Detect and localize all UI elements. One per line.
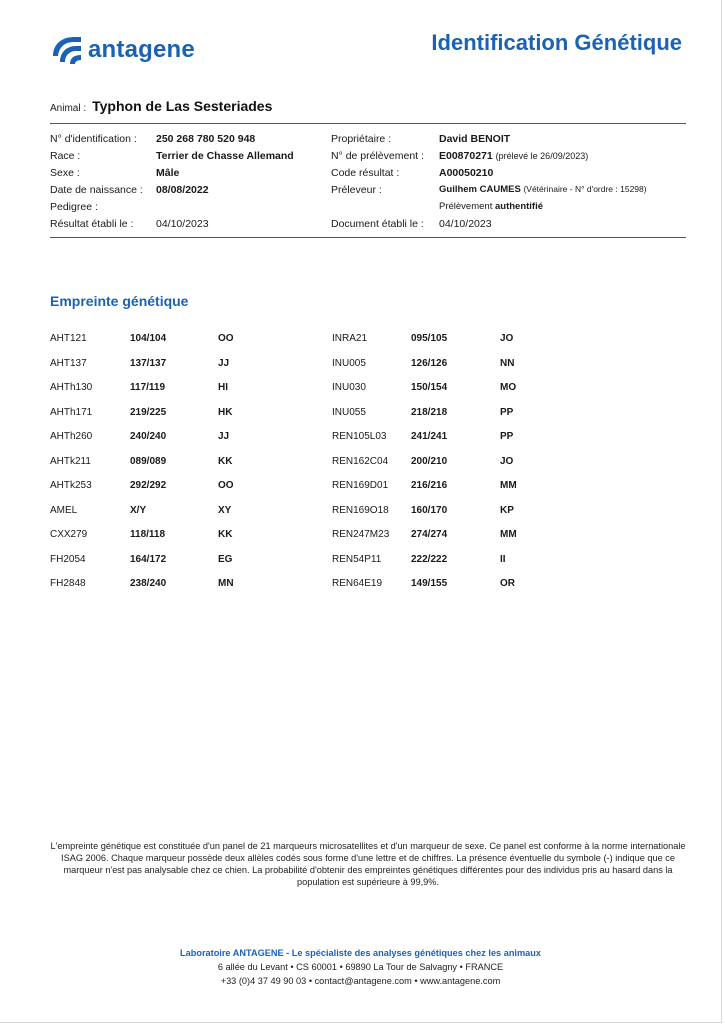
info-row [50,184,686,200]
marker-code: MM [500,480,517,491]
marker-name: AHT121 [50,333,87,344]
marker-row [50,505,686,521]
info-label: Résultat établi le : [50,218,134,230]
marker-code: MO [500,382,517,393]
info-label: Préleveur : [331,184,382,196]
marker-alleles: 219/225 [130,406,167,418]
marker-alleles: 160/170 [411,504,448,516]
marker-code: II [500,553,506,565]
info-label: Race : [50,150,81,162]
marker-alleles: 222/222 [411,553,448,565]
marker-name: FH2054 [50,553,86,565]
marker-row [50,407,686,423]
info-value: 250 268 780 520 948 [156,133,256,145]
animal-name: Typhon de Las Sesteriades [92,98,273,114]
document-title: Identification Génétique [431,30,682,55]
info-value: Terrier de Chasse Allemand [156,150,294,162]
marker-name: INU055 [332,406,366,418]
marker-code: NN [500,357,515,369]
marker-name: CXX279 [50,529,88,540]
marker-name: AHT137 [50,357,87,369]
marker-alleles: 150/154 [411,382,448,393]
marker-name: AHTh130 [50,382,93,393]
footer-lab-name: Laboratoire ANTAGENE - Le spécialiste des analyses génétiques chez les animaux [180,948,541,958]
marker-name: REN54P11 [332,553,382,565]
logo-wordmark: antagene [88,36,195,63]
marker-name: AHTk253 [50,480,92,491]
marker-alleles: 238/240 [130,578,167,589]
marker-alleles: 292/292 [130,480,167,491]
marker-code: OR [500,578,515,589]
marker-code: KK [218,529,233,540]
info-label: Pedigree : [50,201,98,213]
info-label: Document établi le : [331,218,424,230]
marker-row [50,456,686,472]
marker-code: KK [218,455,233,467]
authentication-prefix: Prélèvement [439,201,493,212]
marker-code: KP [500,504,514,516]
explanatory-note: L'empreinte génétique est constituée d'un panel de 21 marqueurs microsatellites et d'un marqueur de sexe. Ce panel est conforme à la norme internationale ISAG 2006. Chaque marqueur possède deux allèles codés sous forme d'une lettre et de chiffres. La présence éventuelle du symbole (-) indique que ce marqueur n'est pas analysable chez ce chien. La probabilité d'obtenir des empreintes génétiques différentes pour des individus pris au hasard dans la population est supérieure à 99,9%. [50,841,686,887]
info-label: Code résultat : [331,167,400,179]
marker-code: OO [218,333,234,344]
info-label: N° d'identification : [50,133,137,145]
info-label: Sexe : [50,167,80,179]
marker-code: PP [500,431,514,442]
marker-name: INU030 [332,382,366,393]
marker-name: REN64E19 [332,578,383,589]
top-divider [50,123,686,124]
info-label: N° de prélèvement : [331,150,424,162]
sample-number: E00870271 [439,150,493,162]
marker-row [50,578,686,594]
marker-alleles: 241/241 [411,431,448,442]
marker-row [50,529,686,545]
info-value: David BENOIT [439,133,511,145]
marker-alleles: 089/089 [130,455,167,467]
marker-code: EG [218,553,233,565]
marker-code: PP [500,406,514,418]
info-row [50,133,686,149]
marker-row [50,554,686,570]
info-value: 04/10/2023 [156,218,209,230]
marker-alleles: 164/172 [130,553,167,565]
marker-alleles: 104/104 [130,333,167,344]
info-row [50,150,686,166]
marker-code: JO [500,455,514,467]
sample-date: (prélevé le 26/09/2023) [495,151,589,161]
marker-name: AMEL [50,504,78,516]
marker-code: HK [218,406,233,418]
marker-code: JO [500,333,514,344]
marker-alleles: 137/137 [130,357,167,369]
marker-alleles: X/Y [130,504,147,516]
marker-row [50,382,686,398]
info-row [50,167,686,183]
marker-name: AHTh171 [50,406,93,418]
marker-name: AHTh260 [50,431,93,442]
marker-name: AHTk211 [50,455,91,467]
marker-code: JJ [218,431,230,442]
marker-alleles: 126/126 [411,357,448,369]
marker-alleles: 274/274 [411,529,448,540]
animal-label: Animal : [50,103,87,114]
marker-name: INU005 [332,357,366,369]
info-value [439,184,647,195]
info-bottom-divider [50,237,686,238]
antagene-logo-icon [50,34,84,66]
marker-alleles: 216/216 [411,480,448,491]
marker-code: OO [218,480,234,491]
marker-code: MM [500,529,517,540]
marker-alleles: 240/240 [130,431,167,442]
marker-row [50,431,686,447]
marker-row [50,480,686,496]
marker-name: REN105L03 [332,431,387,442]
info-value: A00050210 [439,167,494,179]
marker-code: JJ [218,357,230,369]
marker-row [50,358,686,374]
marker-name: FH2848 [50,578,86,589]
footer-address: 6 allée du Levant • CS 60001 • 69890 La Tour de Salvagny • FRANCE [217,962,504,972]
marker-row [50,333,686,349]
info-row [50,218,686,234]
marker-alleles: 117/119 [130,382,166,393]
info-label: Propriétaire : [331,133,392,145]
footer-contact: +33 (0)4 37 49 90 03 • contact@antagene.com • www.antagene.com [220,976,501,986]
marker-code: XY [218,504,232,516]
marker-alleles: 218/218 [411,406,448,418]
info-value: 04/10/2023 [439,218,492,230]
info-value: 08/08/2022 [156,184,209,196]
marker-name: REN162C04 [332,455,389,467]
antagene-logo [50,34,195,66]
info-row [50,201,686,217]
marker-name: INRA21 [332,333,368,344]
marker-code: MN [218,578,234,589]
marker-alleles: 149/155 [411,578,448,589]
info-value: Mâle [156,167,180,179]
marker-name: REN169O18 [332,504,389,516]
marker-alleles: 095/105 [411,333,448,344]
sampler-name: Guilhem CAUMES [439,184,521,195]
marker-alleles: 118/118 [130,529,166,540]
animal-line [50,98,272,114]
info-value [439,150,588,162]
marker-alleles: 200/210 [411,455,448,467]
sampler-details: (Vétérinaire - N° d'ordre : 15298) [523,184,647,194]
section-title: Empreinte génétique [50,293,189,309]
info-label: Date de naissance : [50,184,143,196]
marker-name: REN247M23 [332,529,390,540]
info-value [439,201,543,212]
marker-code: HI [218,382,228,393]
authentication-status: authentifié [494,201,544,212]
marker-name: REN169D01 [332,480,389,491]
